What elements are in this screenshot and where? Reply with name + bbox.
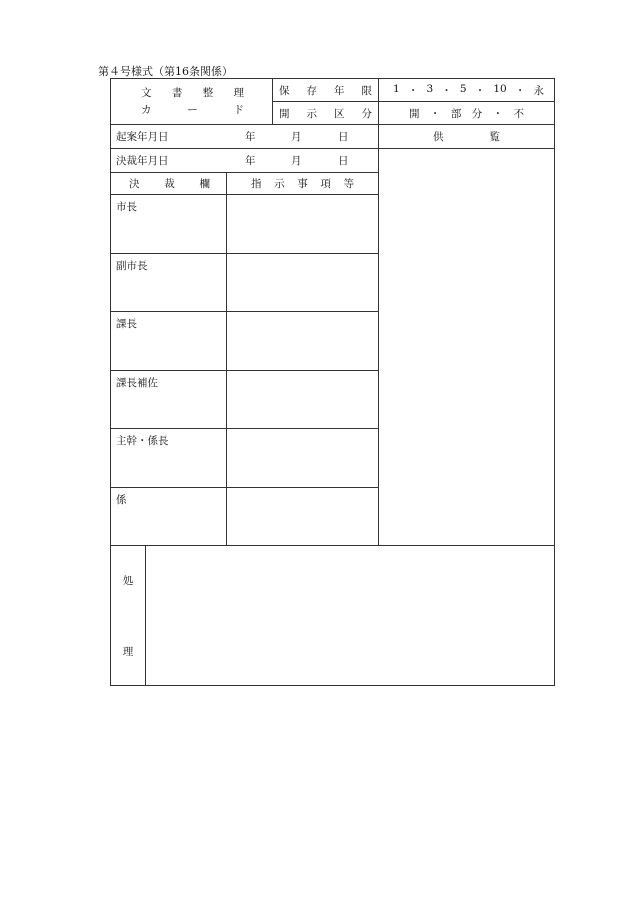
decision-date-day: 日 [338,155,349,167]
draft-date-field[interactable] [111,125,379,149]
retention-options[interactable]: 1 ・ 3 ・ 5 ・ 10 ・ 永 [379,79,555,102]
document-management-card [110,78,555,686]
card-title-line2: カ ー ド [141,103,245,116]
instruction-column-header: 指 示 事 項 等 [227,173,379,195]
processing-area[interactable] [146,546,555,686]
approver-cell-mayor[interactable]: 市長 [111,195,227,254]
processing-label: 処 理 [111,546,146,686]
card-row-retention [111,79,555,102]
instruction-cell[interactable] [227,254,379,312]
decision-date-label: 決裁年月日 [116,155,169,167]
decision-date-field[interactable] [111,149,379,173]
card-title-line1: 文 書 整 理 [141,86,245,99]
approver-cell-staff[interactable]: 係 [111,488,227,546]
approver-cell-assistant-chief[interactable]: 課長補佐 [111,371,227,429]
instruction-cell[interactable] [227,488,379,546]
instruction-cell[interactable] [227,371,379,429]
approver-cell-subsection-chief[interactable]: 主幹・係長 [111,429,227,488]
approver-cell-section-chief[interactable]: 課長 [111,312,227,371]
viewing-area[interactable] [379,149,555,546]
card-row-processing [111,546,555,686]
decision-date-year: 年 [245,155,256,167]
instruction-cell[interactable] [227,312,379,371]
decision-date-month: 月 [291,155,302,167]
card-title-cell [111,79,273,125]
disclosure-label: 開 示 区 分 [273,102,379,125]
form-number-title: 第４号様式（第16条関係） [98,65,233,78]
draft-date-label: 起案年月日 [116,131,169,143]
viewing-header: 供 覧 [379,125,555,149]
approval-column-header: 決 裁 欄 [111,173,227,195]
draft-date-year: 年 [245,131,256,143]
disclosure-options[interactable]: 開 ・ 部 分 ・ 不 [379,102,555,125]
retention-label: 保 存 年 限 [273,79,379,102]
card-row-draft-date [111,125,555,149]
instruction-cell[interactable] [227,429,379,488]
draft-date-day: 日 [338,131,349,143]
draft-date-month: 月 [291,131,302,143]
instruction-cell[interactable] [227,195,379,254]
approver-cell-deputy-mayor[interactable]: 副市長 [111,254,227,312]
card-row-decision-date [111,149,555,173]
